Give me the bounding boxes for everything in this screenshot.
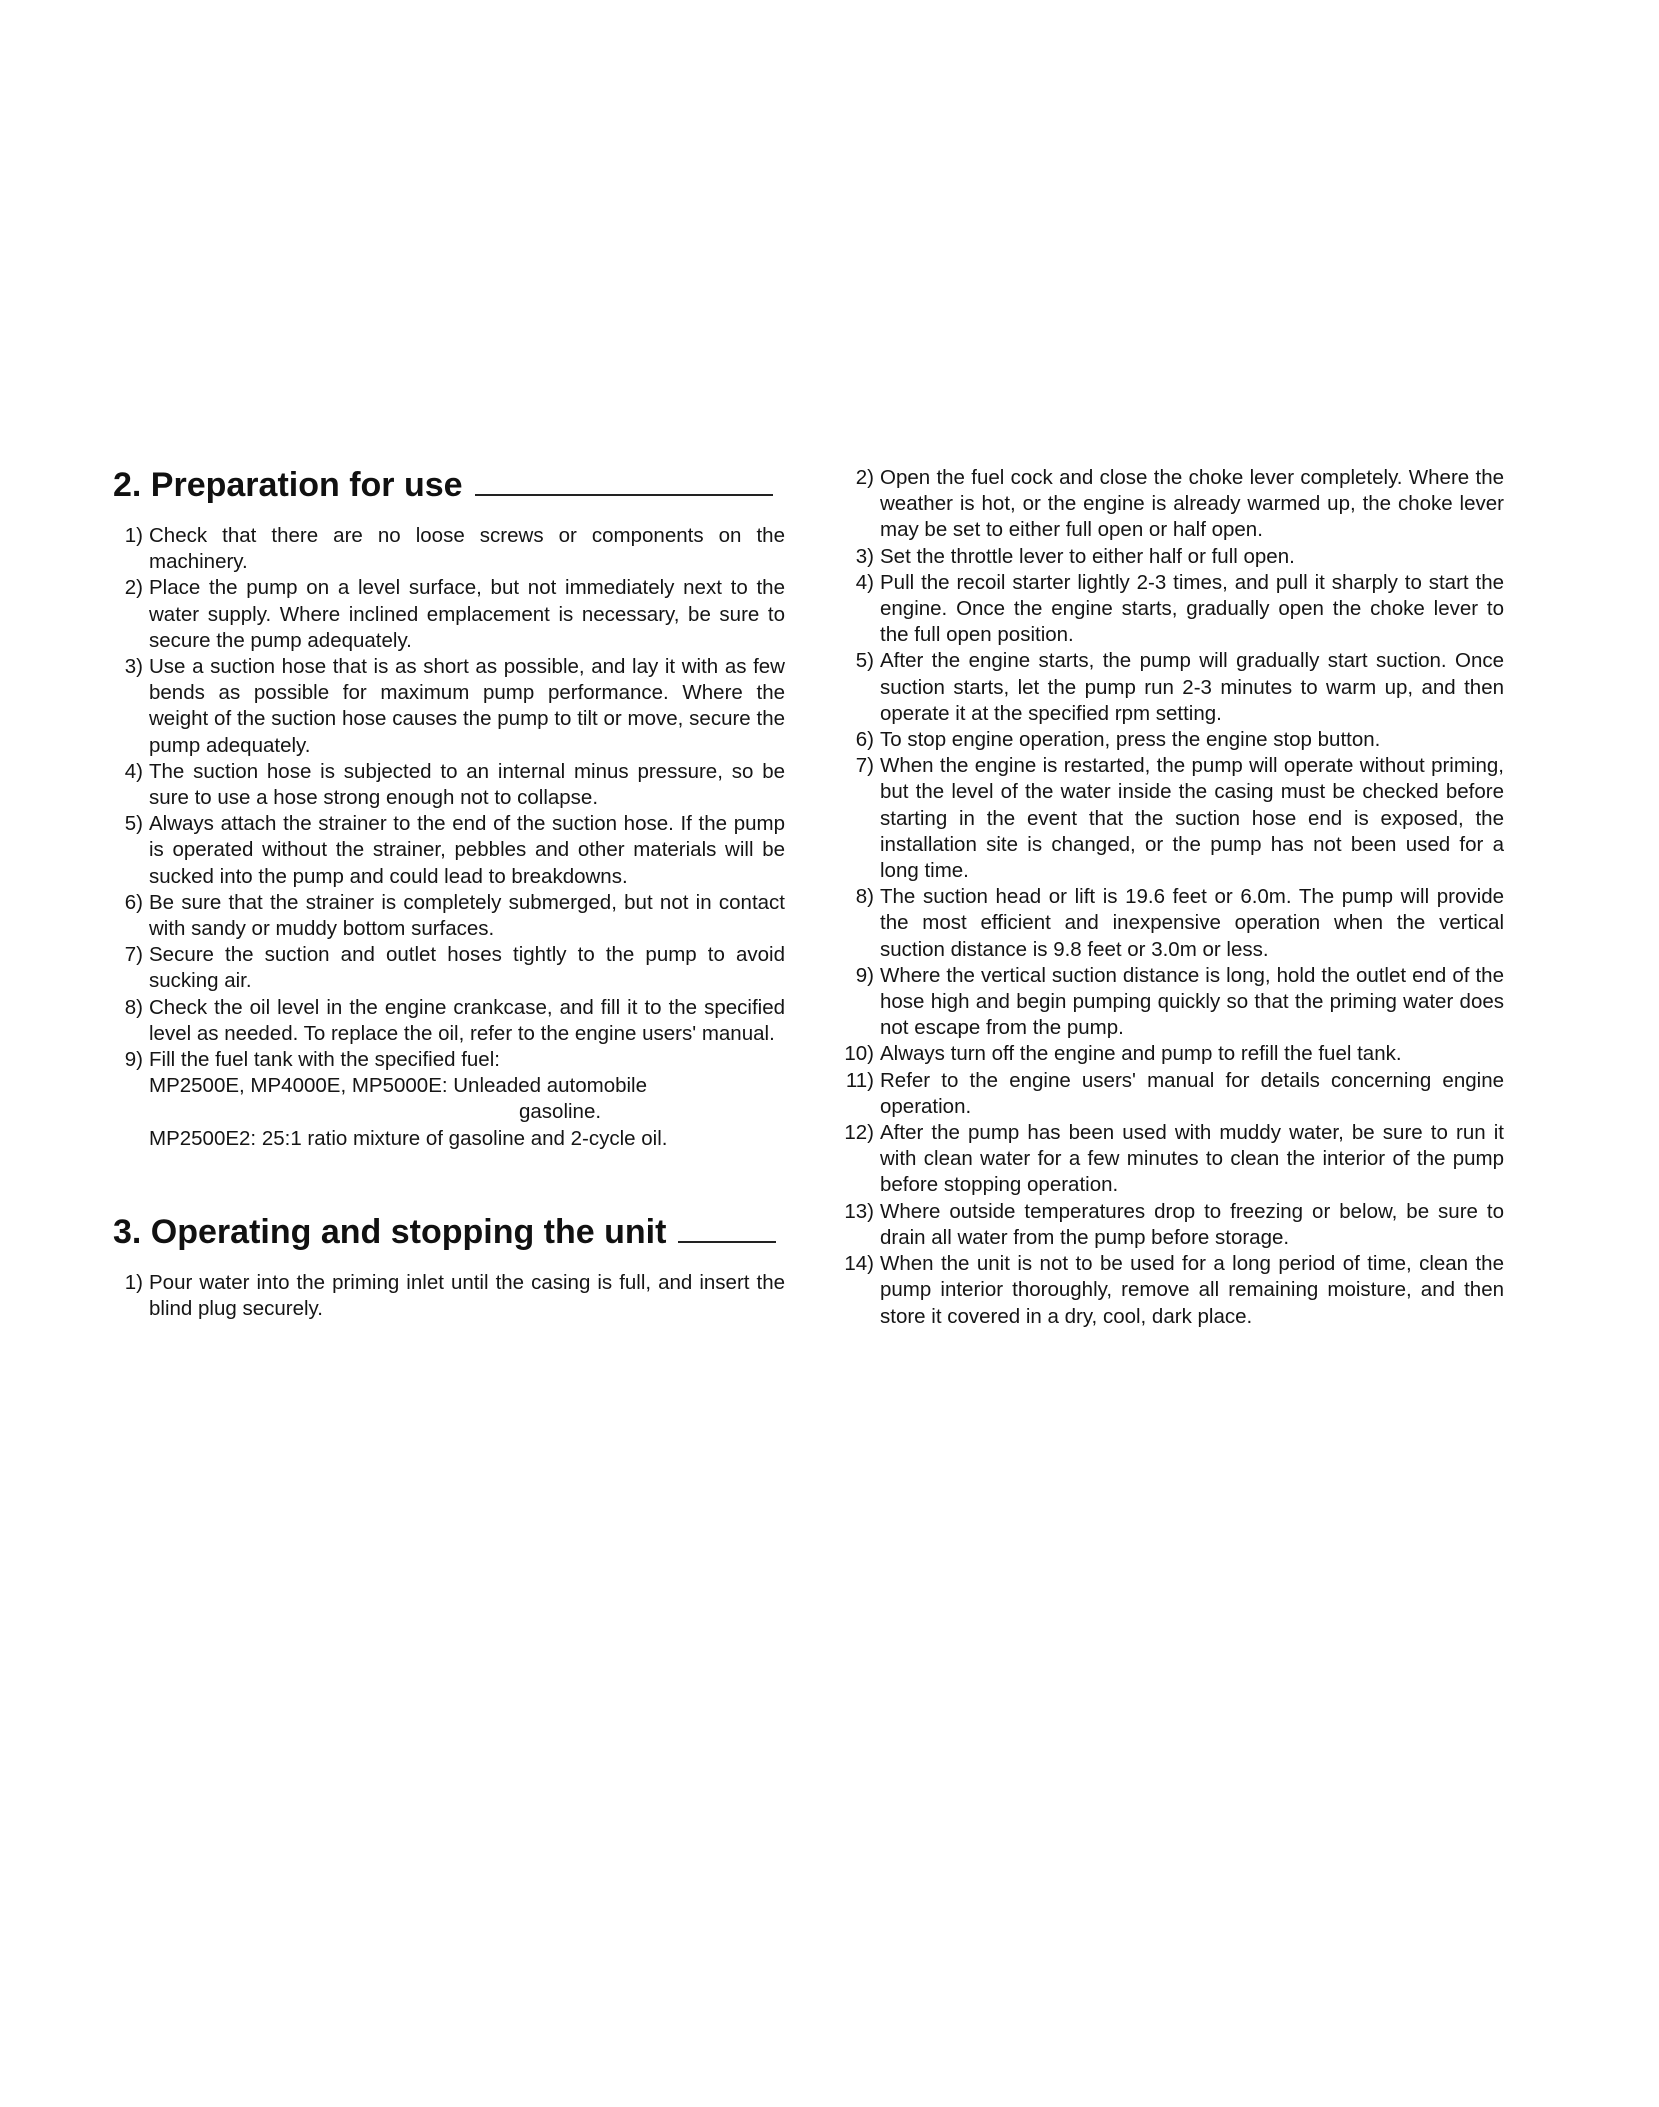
item-number: 13) [844,1199,874,1223]
list-item [830,1041,1504,1067]
item-number: 2) [124,576,143,600]
list-item [113,1047,785,1152]
item-text: The suction hose is subjected to an internal minus pressure, so be sure to use a hose strong enough not to collapse. [149,759,785,810]
heading-rule [475,494,773,496]
item-number: 8) [124,995,143,1019]
item-text: Always attach the strainer to the end of the suction hose. If the pump is operated without the strainer, pebbles and other materials will be sucked into the pump and could lead to breakdowns. [149,812,785,888]
item-text-fuel [143,1047,785,1152]
item-number: 2) [855,466,874,489]
list-item [113,890,785,942]
item-number: 5) [855,649,874,673]
list-item [830,1068,1504,1120]
item-text: Place the pump on a level surface, but not immediately next to the water supply. Where inclined emplacement is necessary, be sure to secure the pump adequately. [149,576,785,652]
item-number: 8) [855,885,874,909]
item-text: Be sure that the strainer is completely submerged, but not in contact with sandy or muddy bottom surfaces. [149,890,785,941]
item-text: Check the oil level in the engine crankcase, and fill it to the specified level as needed. To replace the oil, refer to the engine users' manual. [149,995,785,1045]
item-number: 12) [844,1121,874,1145]
item-text: Secure the suction and outlet hoses tightly to the pump to avoid sucking air. [149,943,785,993]
item-text: Use a suction hose that is as short as possible, and lay it with as few bends as possible for maximum pump performance. Where the weight of the suction hose causes the pump to tilt or move, secure the pump adequately. [149,655,785,757]
list-item [830,648,1504,727]
section-heading-preparation [113,465,785,505]
section-heading-operating [113,1212,785,1252]
item-number: 1) [124,1270,143,1294]
list-item [113,523,785,575]
section-heading-text: 2. Preparation for use [113,466,463,504]
item-text: Always turn off the engine and pump to refill the fuel tank. [880,1042,1402,1066]
item-number: 9) [124,1048,143,1072]
item-number: 10) [844,1042,874,1066]
item-text: Check that there are no loose screws or components on the machinery. [149,524,785,574]
item-number: 5) [124,812,143,836]
list-item [113,942,785,994]
left-column [113,465,785,1322]
item-number: 7) [124,943,143,967]
item-number: 1) [124,524,143,547]
list-item [113,811,785,890]
item-number: 3) [855,544,874,568]
item-number: 6) [124,890,143,914]
item-number: 6) [855,728,874,752]
list-item [830,753,1504,884]
list-item [830,1120,1504,1199]
list-item [830,465,1504,544]
list-item [830,727,1504,753]
list-item [830,963,1504,1042]
list-item [830,544,1504,570]
item-number: 7) [855,754,874,778]
item-number: 4) [855,570,874,594]
list-item [113,1270,785,1322]
operating-steps-list-continued [830,465,1504,1330]
item-number: 3) [124,655,143,679]
item-number: 4) [124,759,143,783]
item-number: 11) [845,1068,874,1092]
fuel-spec-line: MP2500E, MP4000E, MP5000E: Unleaded automobile [149,1074,648,1098]
item-text: After the engine starts, the pump will gradually start suction. Once suction starts, let the pump run 2-3 minutes to warm up, and then operate it at the specified rpm setting. [880,649,1504,725]
item-text: When the engine is restarted, the pump will operate without priming, but the level of the water inside the casing must be checked before starting in the event that the suction hose end is exposed, the installation site is changed, or the pump has not been used for a long time. [880,754,1504,883]
list-item [113,759,785,811]
fuel-spec-line: MP2500E2: 25:1 ratio mixture of gasoline and 2-cycle oil. [149,1126,668,1150]
operating-steps-list [113,1270,785,1322]
fuel-intro: Fill the fuel tank with the specified fuel: [149,1048,500,1072]
item-text: Open the fuel cock and close the choke lever completely. Where the weather is hot, or the engine is already warmed up, the choke lever may be set to either full open or half open. [880,466,1504,542]
item-text: After the pump has been used with muddy water, be sure to run it with clean water for a few minutes to clean the interior of the pump before stopping operation. [880,1121,1504,1197]
list-item [830,884,1504,963]
right-column [830,465,1504,1330]
item-text: Where the vertical suction distance is long, hold the outlet end of the hose high and begin pumping quickly so that the priming water does not escape from the pump. [880,963,1504,1040]
heading-rule [678,1241,776,1243]
item-text: To stop engine operation, press the engine stop button. [880,728,1381,752]
item-text: When the unit is not to be used for a long period of time, clean the pump interior thoroughly, remove all remaining moisture, and then store it covered in a dry, cool, dark place. [880,1252,1504,1328]
list-item [113,995,785,1047]
fuel-spec-continuation: gasoline. [519,1100,602,1124]
list-item [830,570,1504,649]
item-text: The suction head or lift is 19.6 feet or 6.0m. The pump will provide the most efficient and inexpensive operation when the vertical suction distance is 9.8 feet or 3.0m or less. [880,885,1504,961]
list-item [113,575,785,654]
item-number: 9) [855,963,874,987]
preparation-steps-list [113,523,785,1152]
item-text: Refer to the engine users' manual for details concerning engine operation. [880,1068,1504,1118]
section-heading-text: 3. Operating and stopping the unit [113,1212,667,1251]
list-item [830,1199,1504,1251]
item-text: Pull the recoil starter lightly 2-3 times, and pull it sharply to start the engine. Once the engine starts, gradually open the choke lever to the full open position. [880,570,1504,647]
list-item [830,1251,1504,1330]
list-item [113,654,785,759]
item-text: Pour water into the priming inlet until the casing is full, and insert the blind plug securely. [149,1270,785,1321]
item-text: Where outside temperatures drop to freezing or below, be sure to drain all water from the pump before storage. [880,1199,1504,1249]
item-text: Set the throttle lever to either half or full open. [880,544,1295,568]
item-number: 14) [844,1252,874,1276]
